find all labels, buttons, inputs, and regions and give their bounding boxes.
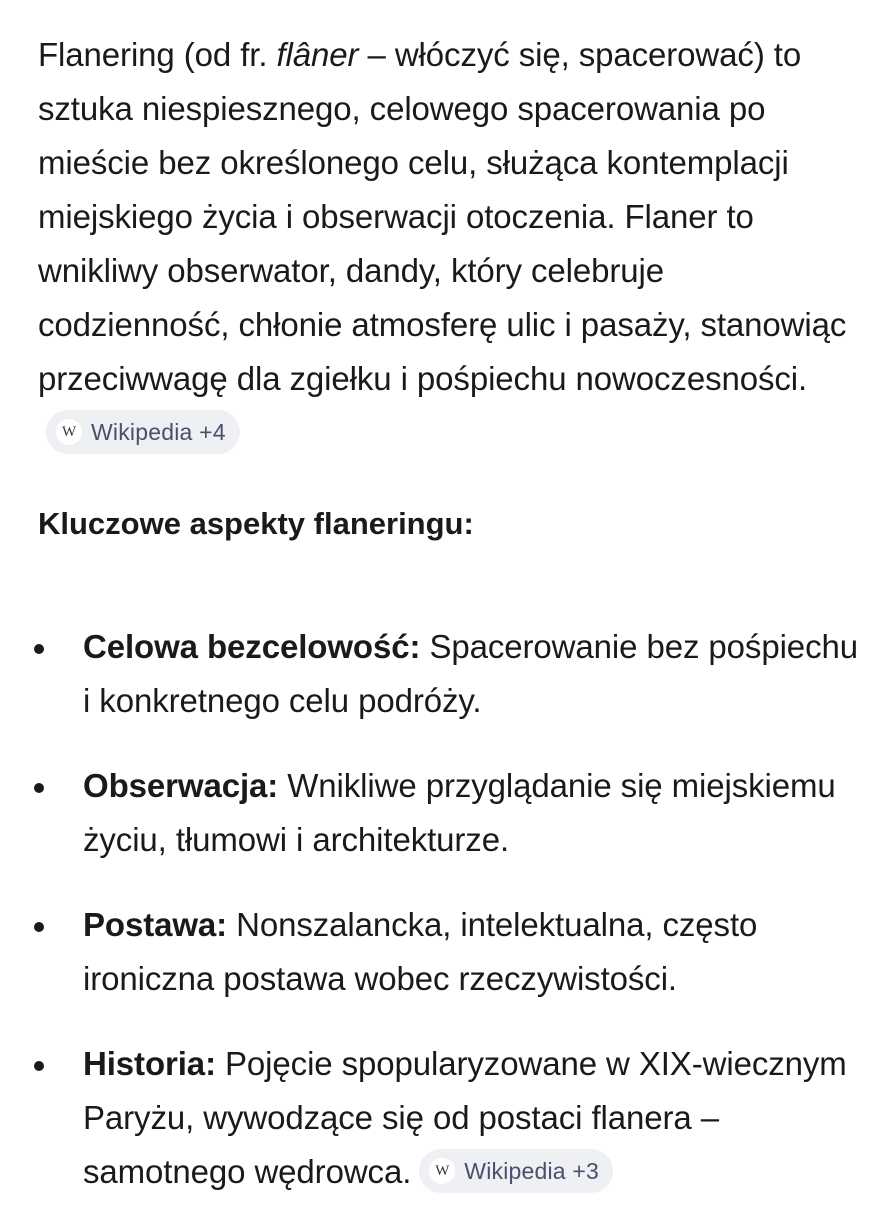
list-item [38, 1037, 858, 1199]
list-item-title: Celowa bezcelowość: [83, 628, 421, 665]
bullet-icon [34, 644, 44, 654]
list-item-text: Nonszalancka, intelektualna, często ironiczna postawa wobec rzeczywistości. [83, 906, 758, 997]
bullet-icon [34, 1061, 44, 1071]
wikipedia-icon: W [56, 419, 82, 445]
bullet-icon [34, 922, 44, 932]
source-chip-label: Wikipedia +3 [464, 1158, 599, 1185]
list-item-title: Obserwacja: [83, 767, 279, 804]
list-item-text: Spacerowanie bez pośpiechu i konkretnego celu podróży. [83, 628, 858, 719]
bullet-icon [34, 783, 44, 793]
list-item [38, 759, 858, 867]
source-chip-history[interactable] [419, 1149, 613, 1193]
list-item-text: Wnikliwe przyglądanie się miejskiemu życiu, tłumowi i architekturze. [83, 767, 836, 858]
intro-paragraph [38, 28, 858, 460]
list-item [38, 620, 858, 728]
list-item-title: Historia: [83, 1045, 216, 1082]
list-item-title: Postawa: [83, 906, 228, 943]
list-item [38, 898, 858, 1006]
source-chip-label: Wikipedia +4 [91, 419, 226, 446]
answer-content [38, 28, 858, 1190]
source-chip-intro[interactable] [46, 410, 240, 454]
intro-italic-term: flâner [276, 36, 359, 73]
wikipedia-icon: W [429, 1158, 455, 1184]
intro-text-after: – włóczyć się, spacerować) to sztuka niespiesznego, celowego spacerowania po mieście bez określonego celu, służąca kontemplacji miejskiego życia i obserwacji otoczenia. Flaner to wnikliwy obserwator, dandy, który celebruje codzienność, chłonie atmosferę ulic i pasaży, stanowiąc przeciwwagę dla zgiełku i pośpiechu nowoczesności. [38, 36, 847, 397]
aspects-list [38, 620, 858, 1230]
list-item-text: Pojęcie spopularyzowane w XIX-wiecznym Paryżu, wywodzące się od postaci flanera – samotnego wędrowca. [83, 1045, 847, 1190]
section-heading: Kluczowe aspekty flaneringu: [38, 506, 474, 541]
intro-text-before: Flanering (od fr. [38, 36, 277, 73]
